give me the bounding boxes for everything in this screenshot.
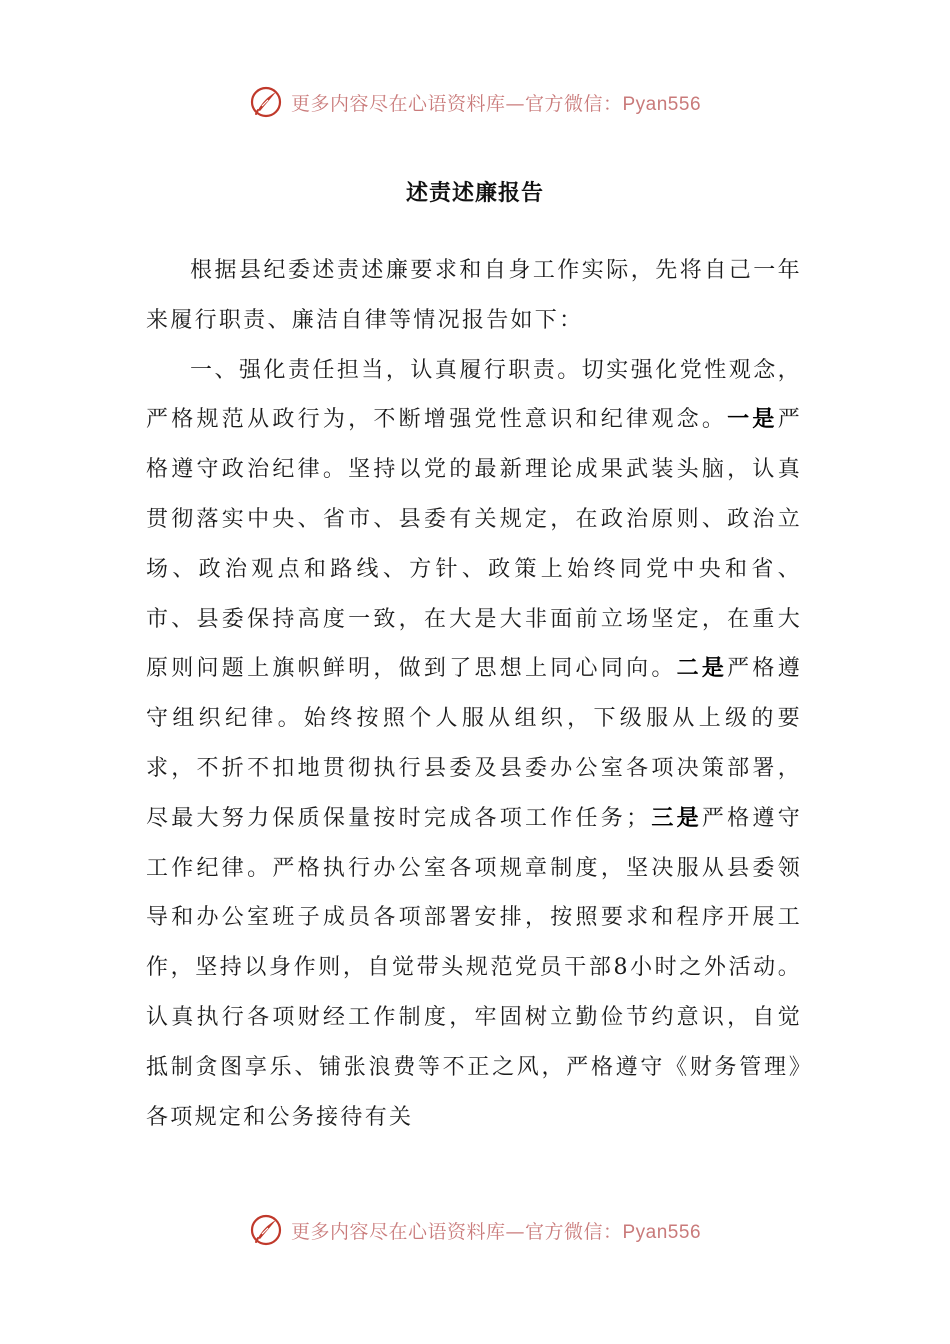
intro-paragraph: 根据县纪委述责述廉要求和自身工作实际，先将自己一年来履行职责、廉洁自律等情况报告如下：	[146, 258, 802, 333]
document-title: 述责述廉报告	[405, 180, 544, 206]
footer-watermark-text: 更多内容尽在心语资料库—官方微信：Pyan556	[290, 1220, 702, 1243]
header-wechat-id: Pyan556	[622, 93, 702, 115]
footer-watermark-banner	[0, 1208, 950, 1252]
header-watermark-banner	[0, 80, 950, 124]
header-watermark-text: 更多内容尽在心语资料库—官方微信：Pyan556	[290, 92, 702, 115]
document-body	[146, 246, 802, 1142]
point-2-text: 严格遵守组织纪律。始终按照个人服从组织，下级服从上级的要求，不折不扣地贯彻执行县委及县委办公室各项决策部署，尽最大努力保质保量按时完成各项工作任务；	[146, 656, 802, 831]
footer-wechat-id: Pyan556	[622, 1221, 702, 1243]
point-3-label: 三是	[650, 804, 702, 831]
point-1-text: 严格遵守政治纪律。坚持以党的最新理论成果武装头脑，认真贯彻落实中央、省市、县委有关规定，在政治原则、政治立场、政治观点和路线、方针、政策上始终同党中央和省、市、县委保持高度一致，在大是大非面前立场坚定，在重大原则问题上旗帜鲜明，做到了思想上同心同向。	[146, 407, 802, 682]
section-1-lead: 一、强化责任担当，认真履行职责。切实强化党性观念，严格规范从政行为，不断增强党性意识和纪律观念。	[146, 357, 802, 433]
point-1-label: 一是	[727, 406, 778, 433]
point-2-label: 二是	[676, 655, 728, 682]
section-1-paragraph	[146, 346, 802, 1143]
quill-logo-icon	[249, 1213, 283, 1247]
point-3-text: 严格遵守工作纪律。严格执行办公室各项规章制度，坚决服从县委领导和办公室班子成员各项部署安排，按照要求和程序开展工作，坚持以身作则，自觉带头规范党员干部8小时之外活动。认真执行各项财经工作制度，牢固树立勤俭节约意识，自觉抵制贪图享乐、铺张浪费等不正之风，严格遵守《财务管理》各项规定和公务接待有关	[146, 805, 802, 1130]
quill-logo-icon	[249, 85, 283, 119]
